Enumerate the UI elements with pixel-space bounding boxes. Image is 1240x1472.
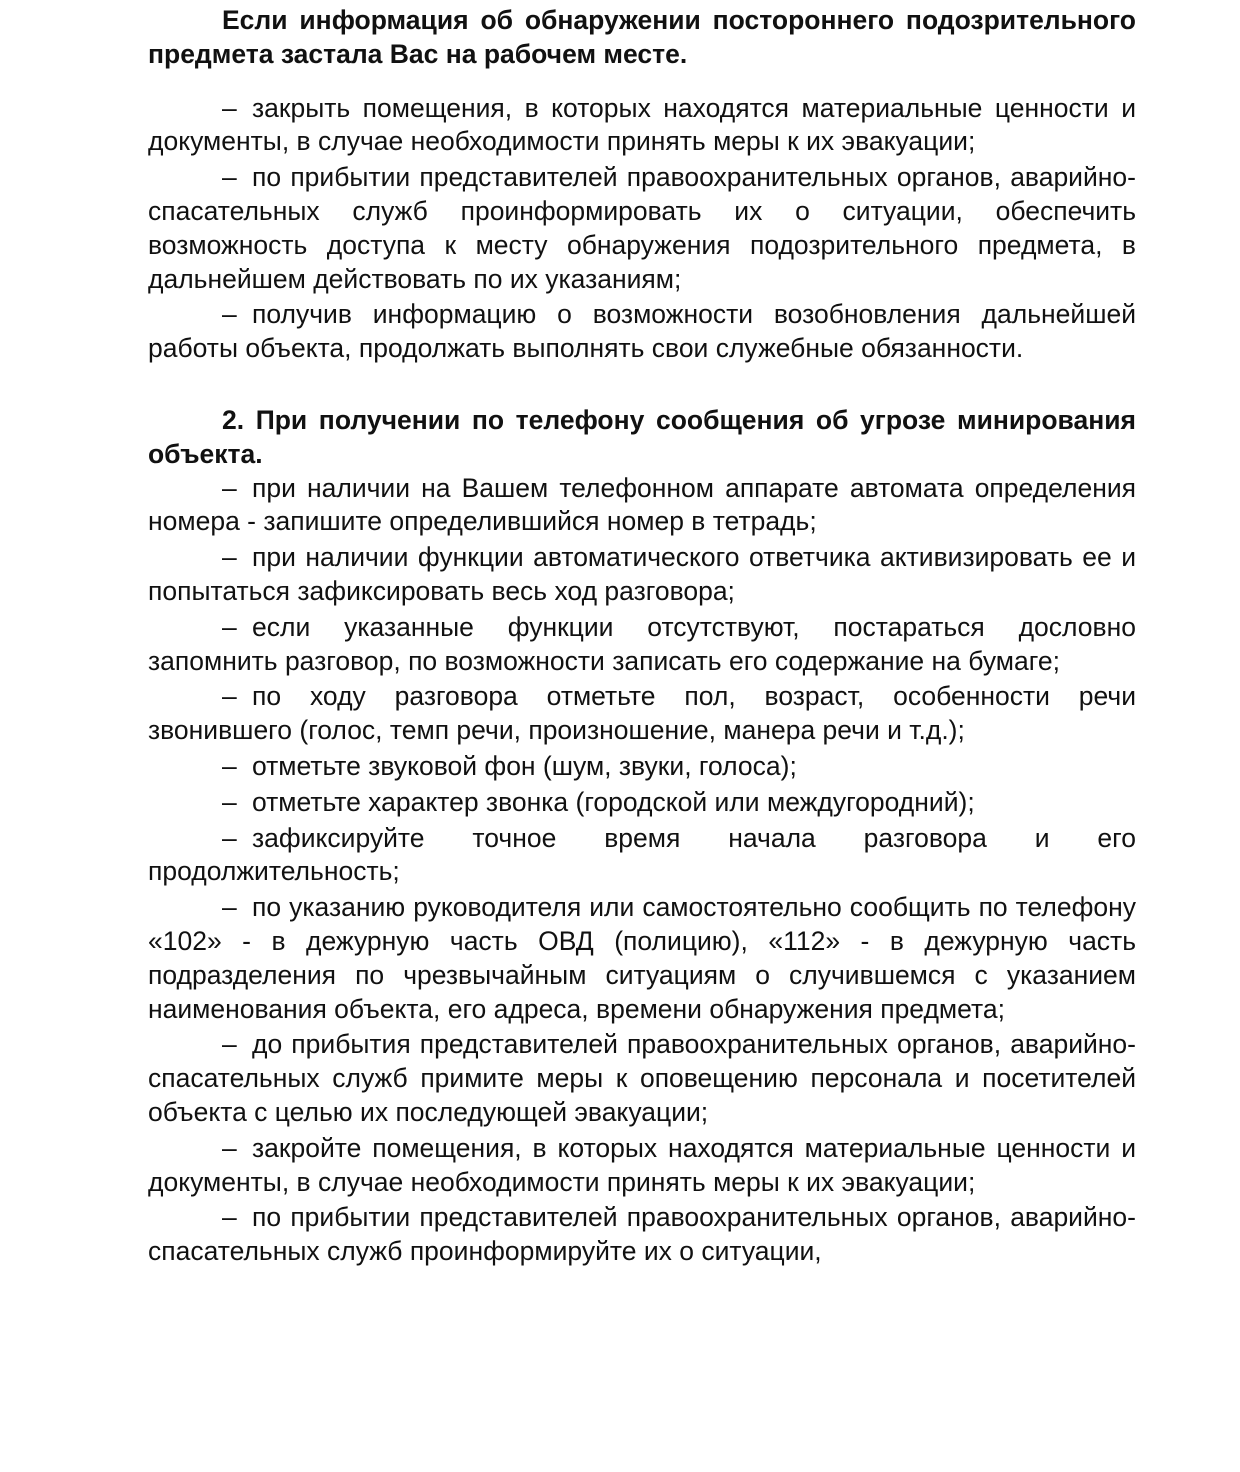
dash-bullet: – [222,1132,237,1163]
list-item-text: получив информацию о возможности возобновления дальнейшей работы объекта, продолжать выполнять свои служебные обязанности. [148,299,1136,364]
list-item-text: по ходу разговора отметьте пол, возраст, особенности речи звонившего (голос, темп речи, произношение, манера речи и т.д.); [148,681,1136,746]
document-page [148,4,1136,1271]
list-item-text: отметьте характер звонка (городской или междугородний); [252,786,975,817]
section-2-heading: 2. При получении по телефону сообщения об угрозе минирования объекта. [148,404,1136,469]
list-item [148,92,1136,160]
list-item-text: если указанные функции отсутствуют, постараться дословно запомнить разговор, по возможности записать его содержание на бумаге; [148,611,1136,676]
list-item [148,750,1136,784]
section-1-list [148,92,1136,366]
list-item-text: до прибытия представителей правоохранительных органов, аварийно-спасательных служб примите меры к оповещению персонала и посетителей объекта с целью их последующей эвакуации; [148,1029,1136,1127]
list-item-text: закрыть помещения, в которых находятся материальные ценности и документы, в случае необходимости принять меры к их эвакуации; [148,92,1136,157]
dash-bullet: – [222,299,237,330]
list-item [148,822,1136,890]
list-item-text: при наличии функции автоматического ответчика активизировать ее и попытаться зафиксировать весь ход разговора; [148,542,1136,606]
list-item-text: по прибытии представителей правоохранительных органов, аварийно-спасательных служб проинформируйте их о ситуации, [148,1202,1136,1267]
dash-bullet: – [222,822,237,853]
list-item [148,1201,1136,1269]
dash-bullet: – [222,611,237,642]
list-item-text: отметьте звуковой фон (шум, звуки, голоса); [252,750,797,781]
list-item-text: при наличии на Вашем телефонном аппарате автомата определения номера - запишите определившийся номер в тетрадь; [148,472,1136,537]
list-item-text: закройте помещения, в которых находятся материальные ценности и документы, в случае необходимости принять меры к их эвакуации; [148,1132,1136,1197]
dash-bullet: – [222,750,237,781]
list-item [148,786,1136,820]
dash-bullet: – [222,92,237,123]
dash-bullet: – [222,1202,237,1233]
list-item [148,1028,1136,1129]
dash-bullet: – [222,542,237,573]
list-item [148,541,1136,609]
dash-bullet: – [222,162,237,193]
dash-bullet: – [222,892,237,923]
list-item [148,472,1136,540]
list-item-text: по указанию руководителя или самостоятельно сообщить по телефону «102» - в дежурную часть ОВД (полицию), «112» - в дежурную часть подразделения по чрезвычайным ситуациям о случившемся с указанием наименования объекта, его адреса, времени обнаружения предмета; [148,892,1136,1024]
dash-bullet: – [222,1029,237,1060]
list-item [148,611,1136,679]
list-item [148,161,1136,296]
list-item-text: зафиксируйте точное время начала разговора и его продолжительность; [148,822,1136,887]
list-item [148,298,1136,366]
dash-bullet: – [222,681,237,712]
dash-bullet: – [222,472,237,503]
list-item [148,891,1136,1026]
section-spacer [148,368,1136,404]
dash-bullet: – [222,786,237,817]
list-item [148,680,1136,748]
section-1-heading: Если информация об обнаружении постороннего подозрительного предмета застала Вас на рабочем месте. [148,5,1136,69]
section-2-list [148,472,1136,1269]
list-item [148,1132,1136,1200]
list-item-text: по прибытии представителей правоохранительных органов, аварийно-спасательных служб проинформировать их о ситуации, обеспечить возможность доступа к месту обнаружения подозрительного предмета, в дальнейшем действовать по их указаниям; [148,162,1136,294]
